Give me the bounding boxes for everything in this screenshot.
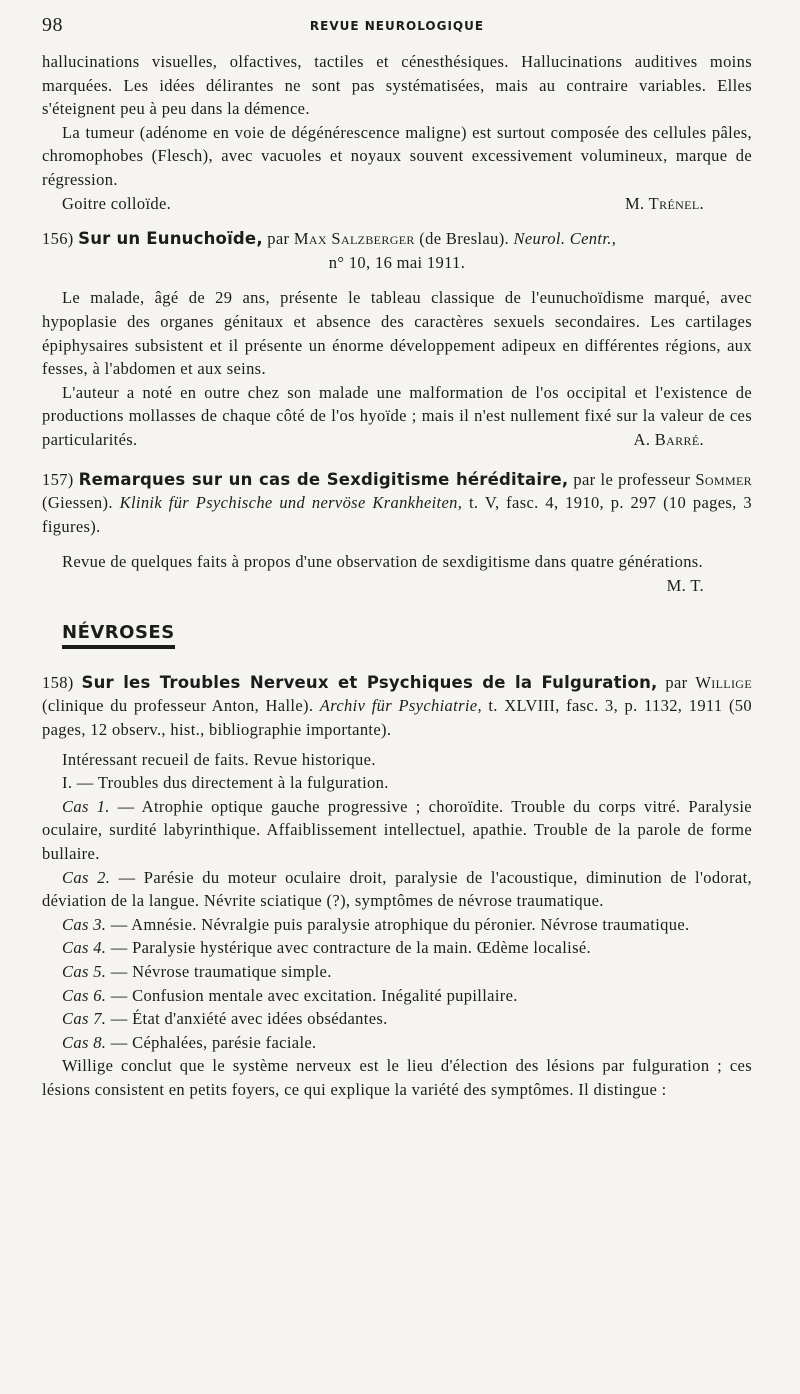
case-3-text: — Amnésie. Névralgie puis paralysie atrophique du péronier. Névrose traumatique.: [110, 914, 690, 934]
case-4: [42, 936, 752, 960]
case-1-label: Cas 1.: [62, 796, 110, 816]
article-157-journal: Klinik für Psychische und nervöse Krankheiten,: [119, 493, 463, 513]
case-4-text: — Paralysie hystérique avec contracture de la main. Œdème localisé.: [110, 938, 591, 958]
article-157-details: t. V, fasc. 4, 1910, p. 297 (10 pages, 3 figures).: [42, 493, 752, 536]
article-158-title: Sur les Troubles Nerveux et Psychiques de la Fulguration,: [81, 672, 658, 692]
case-6: [42, 984, 752, 1008]
article-158-conclusion: Willige conclut que le système nerveux est le lieu d'élection des lésions par fulguration ; ces lésions consistent en petits foyers, ce qui explique la variété des symptômes. Il distingue :: [42, 1056, 752, 1099]
article-158-intro: Intéressant recueil de faits. Revue historique.: [62, 749, 376, 769]
article-157-heading: [42, 468, 752, 539]
document-page: [42, 14, 752, 1384]
goitre-text: Goitre colloïde.: [62, 193, 172, 213]
article-156-byline-pre: par: [267, 229, 290, 249]
case-8-label: Cas 8.: [62, 1032, 107, 1052]
article-158-byline-pre: par: [665, 672, 688, 692]
article-156-number: 156): [42, 229, 74, 249]
page-number: 98: [42, 14, 63, 36]
case-2-label: Cas 2.: [62, 867, 111, 887]
article-157-title: Remarques sur un cas de Sexdigitisme héréditaire,: [78, 469, 569, 489]
case-8: [42, 1031, 752, 1055]
article-158-details: t. XLVIII, fasc. 3, p. 1132, 1911 (50 pages, 12 observ., hist., bibliographie importante).: [42, 696, 752, 740]
page-header: [42, 14, 752, 50]
case-6-label: Cas 6.: [62, 985, 107, 1005]
article-158-number: 158): [42, 672, 74, 692]
article-156-byline-post: (de Breslau).: [419, 229, 510, 249]
case-7-label: Cas 7.: [62, 1009, 107, 1029]
continuation-paragraph-2: La tumeur (adénome en voie de dégénérescence maligne) est surtout composée des cellules pâles, chromophobes (Flesch), avec vacuoles et noyaux souvent excessivement volumineux, marque de régression.: [42, 122, 752, 189]
article-158-author: Willige: [695, 672, 752, 692]
running-title: REVUE NEUROLOGIQUE: [309, 19, 485, 33]
case-3-label: Cas 3.: [62, 914, 107, 934]
article-158-section-I: I. — Troubles dus directement à la fulguration.: [62, 773, 389, 793]
case-7-text: — État d'anxiété avec idées obsédantes.: [110, 1009, 388, 1029]
case-5-label: Cas 5.: [62, 962, 107, 981]
continuation-paragraph-1: hallucinations visuelles, olfactives, tactiles et cénesthésiques. Hallucinations auditives moins marquées. Les idées délirantes ne sont pas systématisées, mais au contraire variables. Elles s'éteignent peu à peu dans la démence.: [42, 52, 752, 119]
article-158-byline-post: (clinique du professeur Anton, Halle).: [42, 696, 314, 716]
article-157-byline-pre: par le professeur: [573, 469, 691, 489]
article-156-paragraph-2: [42, 381, 752, 452]
case-1: [42, 795, 752, 866]
case-2-text: — Parésie du moteur oculaire droit, paralysie de l'acoustique, diminution de l'odorat, déviation de la langue. Névrite sciatique (?), symptômes de névrose traumatique.: [42, 867, 752, 911]
article-156-issue: n° 10, 16 mai 1911.: [328, 252, 466, 272]
article-158-journal: Archiv für Psychiatrie,: [319, 696, 482, 716]
article-156-author: Max Salzberger: [293, 229, 415, 249]
article-157-paragraph-1-text: Revue de quelques faits à propos d'une observation de sexdigitisme dans quatre générations.: [62, 552, 704, 572]
signature-trenel: M. Trénel.: [625, 193, 704, 213]
case-5-text: — Névrose traumatique simple.: [110, 962, 332, 981]
case-4-label: Cas 4.: [62, 938, 107, 958]
case-6-text: — Confusion mentale avec excitation. Inégalité pupillaire.: [110, 985, 518, 1005]
case-7: [42, 1007, 752, 1031]
case-2: [42, 866, 752, 913]
case-3: [42, 913, 752, 937]
goitre-line: [42, 192, 752, 216]
article-156-paragraph-2-text: L'auteur a noté en outre chez son malade une malformation de l'os occipital et l'existence de productions mollasses de chaque côté de l'os hyoïde ; mais il n'est nullement fixé sur la valeur de ces particularités.: [42, 382, 752, 449]
article-157-number: 157): [42, 469, 74, 489]
article-157-paragraph-1: [42, 550, 752, 595]
article-157-author: Sommer: [695, 469, 752, 489]
article-156-journal: Neurol. Centr.,: [513, 229, 617, 249]
article-156-title: Sur un Eunuchoïde,: [78, 229, 263, 249]
article-156-paragraph-1: Le malade, âgé de 29 ans, présente le tableau classique de l'eunuchoïdisme marqué, avec hypoplasie des organes génitaux et absence des caractères sexuels secondaires. Les cartilages épiphysaires subsistent et il présente un énorme développement adipeux en différentes régions, aux fesses, à l'abdomen et aux seins.: [42, 288, 752, 379]
article-157-byline-post: (Giessen).: [42, 493, 113, 513]
article-156-heading: [42, 227, 752, 274]
section-title-nevroses: NÉVROSES: [62, 622, 175, 649]
case-5: [42, 960, 752, 984]
case-1-text: — Atrophie optique gauche progressive ; choroïdite. Trouble du corps vitré. Paralysie oculaire, surdité labyrinthique. Affaiblissement intellectuel, apathie. Trouble de la parole de forme bullaire.: [42, 796, 752, 864]
signature-barre: A. Barré.: [633, 429, 704, 449]
case-8-text: — Céphalées, parésie faciale.: [110, 1032, 317, 1052]
signature-mt: M. T.: [666, 575, 704, 595]
article-158-heading: [42, 671, 752, 742]
